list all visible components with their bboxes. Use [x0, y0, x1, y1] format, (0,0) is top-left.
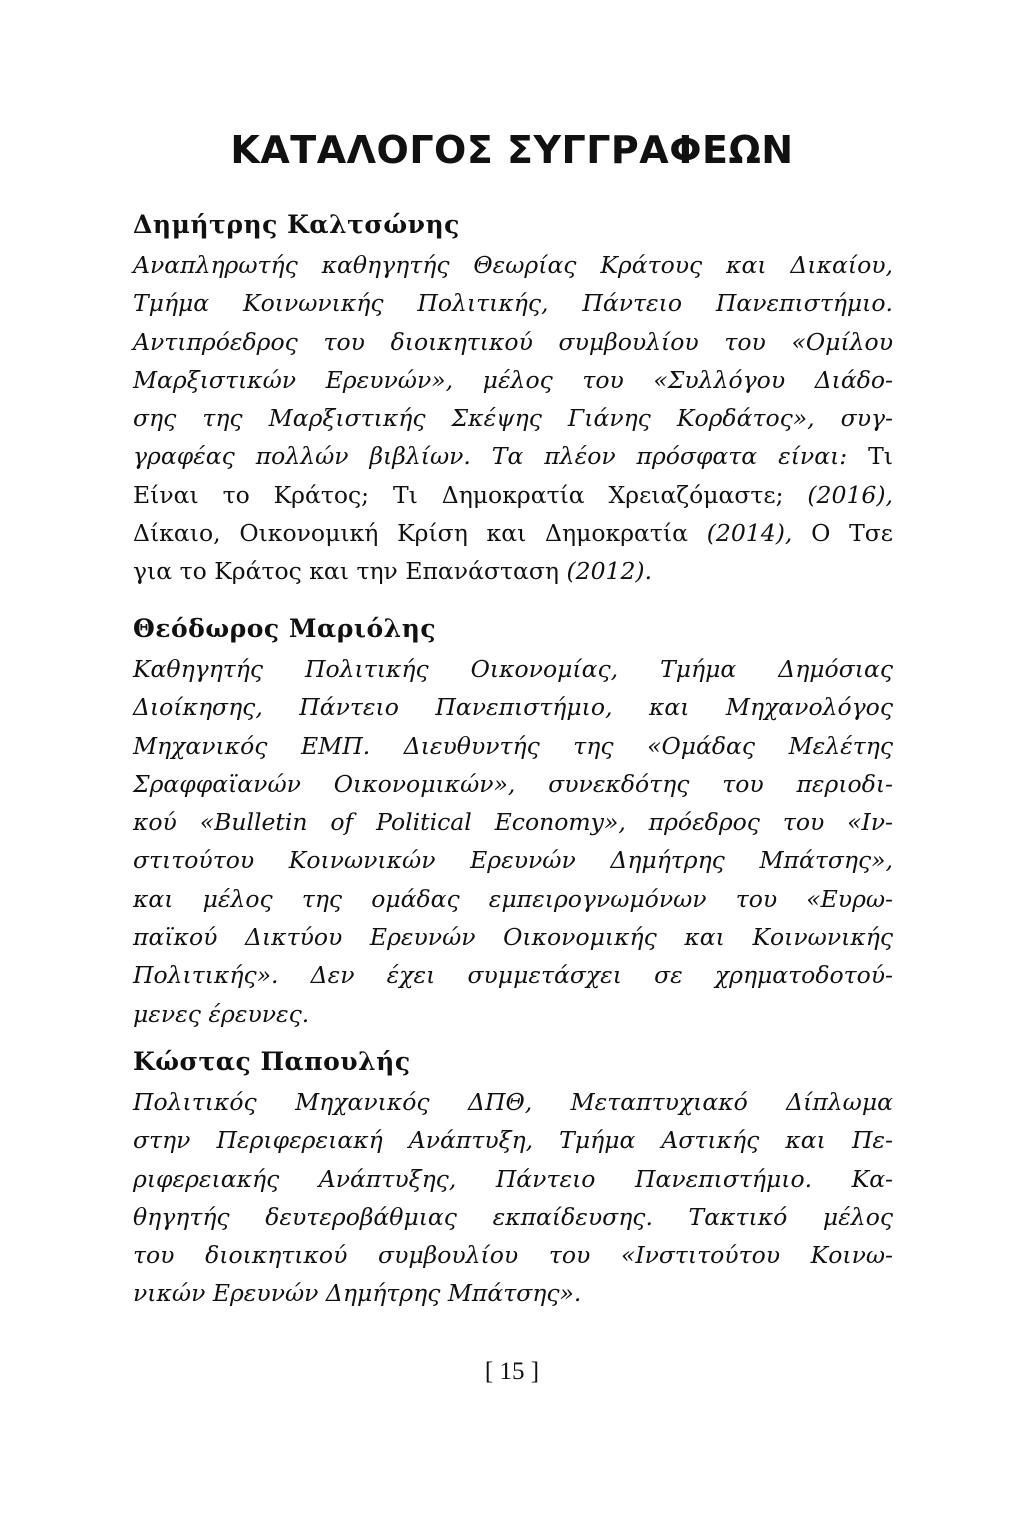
bio-line [133, 1121, 893, 1159]
bio-line [133, 650, 893, 688]
bio-line [133, 803, 893, 841]
bio-text-run: Ο Τσε [811, 519, 893, 548]
bio-line [133, 956, 893, 994]
bio-line [133, 995, 893, 1033]
bio-line [133, 1198, 893, 1236]
bio-line [133, 361, 893, 399]
bio-line [133, 841, 893, 879]
bio-text-run: παϊκού Δικτύου Ερευνών Οικονομικής και Κοινωνικής [133, 923, 893, 952]
bio-line [133, 437, 893, 475]
bio-line [133, 727, 893, 765]
bio-text-run: μενες έρευνες. [133, 999, 310, 1028]
bio-text-run: Τμήμα Κοινωνικής Πολιτικής, Πάντειο Πανεπιστήμιο. [133, 289, 893, 318]
bio-text-run: Μαρξιστικών Ερευνών», μέλος του «Συλλόγου Διάδο- [133, 365, 893, 394]
author-bio [133, 246, 893, 591]
bio-text-run: Τι [868, 442, 893, 471]
bio-text-run: Bulletin of Political Economy [214, 808, 604, 837]
bio-line [133, 1236, 893, 1274]
bio-line [133, 765, 893, 803]
bio-line [133, 1274, 893, 1312]
bio-line [133, 284, 893, 322]
bio-text-run: γραφέας πολλών βιβλίων. Τα πλέον πρόσφατα είναι: [133, 442, 869, 471]
bio-text-run: θηγητής δευτεροβάθμιας εκπαίδευσης. Τακτικό μέλος [133, 1202, 893, 1231]
bio-line [133, 688, 893, 726]
author-bio [133, 1083, 893, 1313]
bio-line [133, 1160, 893, 1198]
bio-text-run: νικών Ερευνών Δημήτρης Μπάτσης». [133, 1279, 582, 1308]
bio-line [133, 918, 893, 956]
author-bio [133, 650, 893, 1033]
bio-text-run: (2012). [566, 557, 653, 586]
bio-text-run: Διοίκησης, Πάντειο Πανεπιστήμιο, και Μηχανολόγος [133, 693, 893, 722]
bio-text-run: Σραφφαϊανών Οικονομικών», συνεκδότης του περιοδι- [133, 769, 893, 798]
author-entry [133, 612, 893, 1033]
bio-line [133, 323, 893, 361]
bio-text-run: Πολιτικής». Δεν έχει συμμετάσχει σε χρηματοδοτού- [133, 961, 893, 990]
bio-text-run: Αντιπρόεδρος του διοικητικού συμβουλίου του «Ομίλου [133, 327, 893, 356]
bio-line [133, 552, 893, 590]
bio-line [133, 1083, 893, 1121]
bio-text-run: Καθηγητής Πολιτικής Οικονομίας, Τμήμα Δημόσιας [133, 655, 893, 683]
page-title: ΚΑΤΑΛΟΓΟΣ ΣΥΓΓΡΑΦΕΩΝ [230, 128, 794, 172]
bio-text-run: στην Περιφερειακή Ανάπτυξη, Τμήμα Αστικής και Πε- [133, 1126, 893, 1155]
author-entry [133, 1045, 893, 1313]
bio-text-run: (2016), [807, 480, 893, 509]
author-entry [133, 208, 893, 591]
bio-text-run: (2014), [706, 519, 812, 548]
bio-text-run: Δίκαιο, Οικονομική Κρίση και Δημοκρατία [133, 519, 707, 548]
bio-text-run: του διοικητικού συμβουλίου του «Ινστιτούτου Κοινω- [133, 1241, 893, 1270]
bio-line [133, 476, 893, 514]
bio-line [133, 399, 893, 437]
bio-text-run: στιτούτου Κοινωνικών Ερευνών Δημήτρης Μπάτσης», [133, 846, 893, 875]
bio-text-run: και μέλος της ομάδας εμπειρογνωμόνων του «Ευρω- [133, 884, 893, 913]
bio-text-run: ριφερειακής Ανάπτυξης, Πάντειο Πανεπιστήμιο. Κα- [133, 1164, 893, 1193]
bio-text-run: Αναπληρωτής καθηγητής Θεωρίας Κράτους και Δικαίου, [133, 251, 893, 279]
bio-text-run: σης της Μαρξιστικής Σκέψης Γιάνης Κορδάτος», συγ- [133, 404, 893, 433]
author-name: Κώστας Παπουλής [133, 1047, 411, 1076]
bio-text-run: για το Κράτος και την Επανάσταση [133, 557, 567, 586]
bio-text-run: Είναι το Κράτος; Τι Δημοκρατία Χρειαζόμαστε; [133, 480, 808, 509]
bio-text-run: Μηχανικός ΕΜΠ. Διευθυντής της «Ομάδας Μελέτης [133, 731, 893, 760]
bio-line [133, 880, 893, 918]
bio-line [133, 246, 893, 284]
bio-text-run: », πρόεδρος του «Ιν- [603, 808, 893, 837]
page-number: [ 15 ] [484, 1358, 540, 1385]
bio-text-run: κού « [133, 808, 215, 837]
bio-text-run: Πολιτικός Μηχανικός ΔΠΘ, Μεταπτυχιακό Δίπλωμα [133, 1088, 893, 1116]
bio-line [133, 514, 893, 552]
author-name: Δημήτρης Καλτσώνης [133, 210, 460, 239]
author-name: Θεόδωρος Μαριόλης [133, 614, 437, 643]
